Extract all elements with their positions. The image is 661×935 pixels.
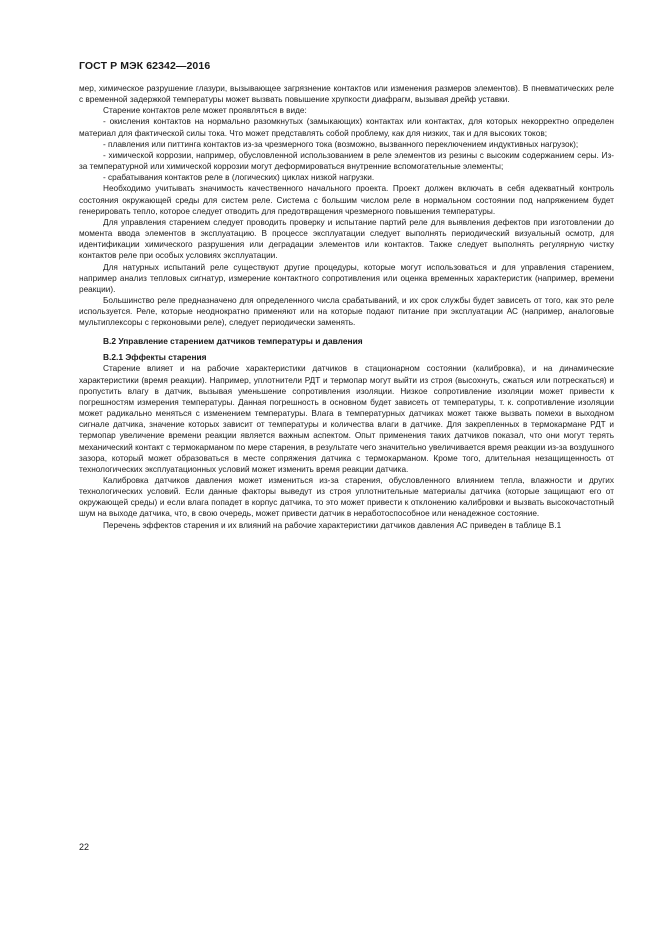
section-heading-b2: В.2 Управление старением датчиков температуры и давления xyxy=(103,336,363,347)
list-item: - плавления или питтинга контактов из-за чрезмерного тока (возможно, вызванного переключением индуктивных нагрузок); xyxy=(103,139,579,149)
paragraph: Для натурных испытаний реле существуют другие процедуры, которые могут использоваться и для управления старением, например анализ тепловых сигнатур, измерение контактного сопротивления или оценка временных характеристик (например, времени реакции). xyxy=(79,262,614,294)
list-item: - срабатывания контактов реле в (логических) циклах низкой нагрузки. xyxy=(103,173,375,183)
paragraph: Старение контактов реле может проявляться в виде: xyxy=(103,106,307,116)
list-item: - химической коррозии, например, обусловленной использованием в реле элементов из резины с высоким содержанием серы. Из-за температурной или химической коррозии могут деформироваться внутренние вспомогательные элементы; xyxy=(79,150,614,172)
paragraph: Для управления старением следует проводить проверку и испытание партий реле для выявления дефектов при изготовлении до момента ввода элементов в эксплуатацию. В процессе эксплуатации следует выполнять периодический визуальный осмотр, для идентификации химического разрушения или деградации элементов или контактов. Также следует выполнять регулярную чистку контактов реле при особых условиях эксплуатации. xyxy=(79,217,614,261)
paragraph: Перечень эффектов старения и их влияний на рабочие характеристики датчиков давления АС приведен в таблице В.1 xyxy=(103,520,562,530)
list-item: - окисления контактов на нормально разомкнутых (замыкающих) контактах или контактах, для которых некорректно определен материал для фактической силы тока. Что может представлять собой проблему, как для низких, так и для высоких токов; xyxy=(79,117,614,138)
paragraph: мер, химическое разрушение глазури, вызывающее загрязнение контактов или изменения размеров элементов). В пневматических реле с временной задержкой температуры может вызвать повышение хрупкости диафрагм, вызывая дрейф уставки. xyxy=(79,84,614,105)
subsection-heading-b21: В.2.1 Эффекты старения xyxy=(103,351,207,362)
paragraph: Большинство реле предназначено для определенного числа срабатываний, и их срок службы будет зависеть от того, как это реле используется. Реле, которые неоднократно применяют или на которые подают питание при эксплуатации АС (например, аналоговые мультиплексоры с герконовыми реле), следует периодически заменять. xyxy=(79,295,614,328)
paragraph: Калибровка датчиков давления может измениться из-за старения, обусловленного влиянием тепла, влажности и других технологических условий. Если данные факторы выведут из строя уплотнительные материалы датчика (которые защищают его от окружающей среды) и если влага попадет в корпус датчика, то это может привести к отклонению калибровки и вызвать высокочастотный шум на выходе датчика, что, в свою очередь, может привести датчик в неработоспособное или ненадежное состояние. xyxy=(79,476,614,519)
paragraph: Необходимо учитывать значимость качественного начального проекта. Проект должен включать в себя адекватный контроль состояния окружающей среды для систем реле. Система с большим числом реле в нормальном состоянии под напряжением будет генерировать тепло, которое следует отводить для предотвращения чрезмерного повышения температуры. xyxy=(79,184,614,216)
page-number: 22 xyxy=(79,842,90,852)
body-text xyxy=(79,83,614,531)
paragraph: Старение влияет и на рабочие характеристики датчиков в стационарном состоянии (калибровка), и на динамические характеристики (время реакции). Например, уплотнители РДТ и термопар могут выйти из строя (высохнуть, сжаться или потрескаться) и пропустить влагу в датчик, вызывая уменьшение сопротивления изоляции. Низкое сопротивление изоляции может привести к погрешностям измерения температуры. Данная погрешность в основном будет зависеть от температуры, т. к. сопротивление изоляции может радикально меняться с изменением температуры. Влага в температурных датчиках может также вызвать помехи в выходном сигнале датчика, значение которых зависит от температуры и количества влаги в датчике. Для закрепленных в термокармане РДТ и термопар увеличение времени реакции является важным аспектом. Опыт применения таких датчиков показал, что они могут терять механический контакт с термокарманом по мере старения, в результате чего значительно увеличивается время реакции из-за воздушного зазора, который может образоваться в месте сопряжения датчика с термокарманом. Кроме того, длительная незащищенность от технологических эксплуатационных условий может изменить время реакции датчика. xyxy=(79,364,614,474)
standard-header: ГОСТ Р МЭК 62342—2016 xyxy=(79,60,211,72)
